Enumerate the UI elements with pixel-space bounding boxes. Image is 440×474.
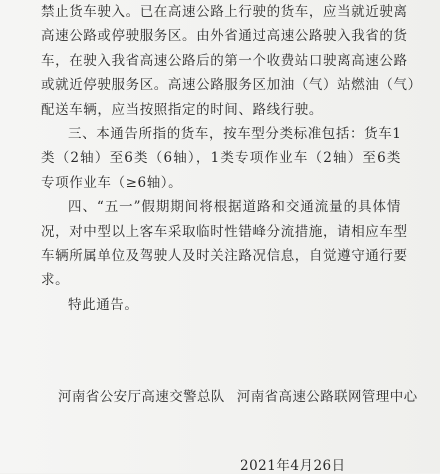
issuer-traffic-police: 河南省公安厅高速交警总队 xyxy=(58,389,225,405)
text-line: 况，对中型以上客车采取临时性错峰分流措施，请相应车型 xyxy=(41,223,408,240)
issue-date: 2021年4月26日 xyxy=(240,458,346,474)
text-line: 四、“五一”假期期间将根据道路和交通流量的具体情 xyxy=(68,199,401,216)
text-line: 专项作业车（≥6轴）。 xyxy=(41,174,183,191)
text-line: 类（2轴）至6类（6轴），1类专项作业车（2轴）至6类 xyxy=(41,150,401,167)
text-line: 或就近停驶服务区。高速公路服务区加油（气）站燃油（气） xyxy=(41,77,422,94)
paragraph-holiday-measures xyxy=(41,195,408,293)
issuer-network-center: 河南省高速公路联网管理中心 xyxy=(236,389,418,405)
paragraph-closing xyxy=(41,293,401,317)
issuing-organizations xyxy=(58,385,418,405)
notice-body xyxy=(41,0,422,317)
text-line: 三、本通告所指的货车，按车型分类标准包括：货车1 xyxy=(68,125,402,142)
paragraph-travel-ban xyxy=(41,0,422,122)
text-line: 禁止货车驶入。已在高速公路上行驶的货车，应当就近驶离 xyxy=(41,4,408,20)
text-line: 求。 xyxy=(41,272,70,289)
text-line: 车，在驶入我省高速公路后的第一个收费站口驶离高速公路 xyxy=(41,52,408,69)
text-line: 配送车辆，应当按照指定的时间、路线行驶。 xyxy=(41,101,323,118)
text-line: 高速公路或停驶服务区。由外省通过高速公路驶入我省的货 xyxy=(41,28,408,45)
closing-line: 特此通告。 xyxy=(68,296,139,313)
paragraph-truck-definition xyxy=(41,122,401,195)
text-line: 车辆所属单位及驾驶人及时关注路况信息，自觉遵守通行要 xyxy=(41,247,408,264)
